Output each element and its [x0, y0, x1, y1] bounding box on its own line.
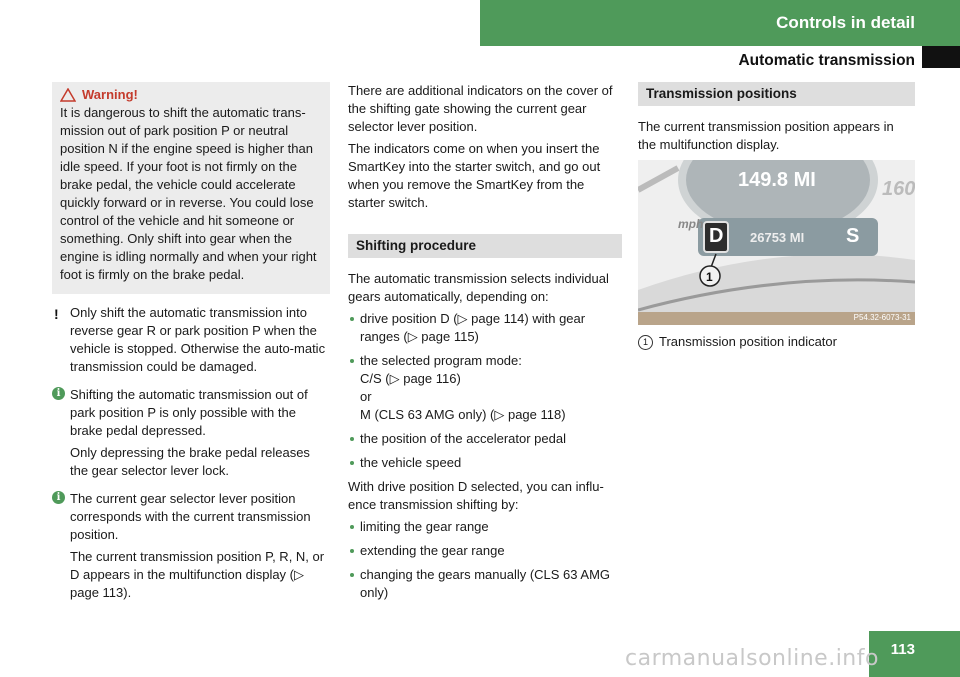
speed-readout: 149.8 MI [738, 169, 816, 191]
figure-code: P54.32-6073-31 [853, 313, 911, 322]
column-left [52, 82, 330, 606]
figure-callout-1: 1 [706, 270, 713, 284]
list-item: limiting the gear range [348, 518, 622, 536]
list-item: the position of the accelerator pedal [348, 430, 622, 448]
info-icon: i [52, 387, 65, 400]
section-header [480, 0, 960, 46]
caution-note [52, 304, 330, 376]
column-middle [348, 82, 622, 608]
watermark: carmanualsonline.info [625, 646, 879, 671]
list-subitem: C/S (▷ page 116) [360, 371, 461, 386]
caution-text: Only shift the automatic transmission into reverse gear R or park position P when the vehicle is stopped. Otherwise the auto-matic transmission could be damaged. [70, 305, 326, 374]
mode-indicator: S [846, 225, 860, 247]
with-drive-text: With drive position D selected, you can influ-ence transmission shifting by: [348, 479, 604, 512]
subsection-title: Automatic transmission [738, 52, 915, 69]
info2-para2: The current transmission position P, R, N, or D appears in the multifunction display (▷ page 113). [70, 549, 325, 600]
list-item: drive position D (▷ page 114) with gear ranges (▷ page 115) [348, 310, 622, 346]
list-item-text: the selected program mode: [360, 353, 522, 368]
info-note-1 [52, 386, 330, 480]
page-number-box [869, 631, 960, 677]
warning-box [52, 82, 330, 294]
warning-triangle-icon [60, 88, 76, 102]
page-number: 113 [890, 641, 915, 658]
column-right [638, 82, 915, 351]
influence-list [348, 518, 622, 602]
info1-para2: Only depressing the brake pedal releases the gear selector lever lock. [70, 445, 310, 478]
section-title: Controls in detail [776, 13, 915, 32]
unit-label: mph [678, 217, 704, 231]
shifting-factors-list [348, 310, 622, 472]
transmission-text: The current transmission position appears in the multifunction display. [638, 119, 894, 152]
header-tab-marker [922, 46, 960, 68]
section-heading-shifting: Shifting procedure [348, 234, 622, 258]
list-item: the vehicle speed [348, 454, 622, 472]
warning-text: It is dangerous to shift the automatic trans-mission out of park position P or neutral position N if the engine speed is higher than idle speed. If your foot is not firmly on the brake pedal, the vehicle could accelerate quickly forward or in reverse. You could lose control of the vehicle and hit someone or something. Only shift into gear when the engine is idling normally and when your right foot is firmly on the brake pedal. [60, 105, 317, 282]
info1-para1: Shifting the automatic transmission out of park position P is only possible with the brake pedal depressed. [70, 387, 308, 438]
shifting-lead: The automatic transmission selects individual gears automatically, depending on: [348, 271, 609, 304]
list-item [348, 352, 622, 424]
figure-caption [638, 333, 915, 351]
section-heading-transmission: Transmission positions [638, 82, 915, 106]
info-icon: i [52, 491, 65, 504]
instrument-cluster-figure [638, 160, 915, 325]
info-note-2 [52, 490, 330, 602]
caption-number: 1 [638, 335, 653, 350]
odometer-readout: 26753 MI [750, 230, 805, 245]
list-item: extending the gear range [348, 542, 622, 560]
warning-title: Warning! [82, 87, 138, 102]
info2-para1: The current gear selector lever position corresponds with the current transmission position. [70, 491, 311, 542]
intro-para1: There are additional indicators on the cover of the shifting gate showing the current gear selector lever position. [348, 83, 613, 134]
gauge-digits: 160 [882, 178, 915, 200]
list-subitem: M (CLS 63 AMG only) (▷ page 118) [360, 407, 566, 422]
gear-indicator: D [709, 225, 724, 247]
caution-exclamation-icon: ! [54, 306, 59, 322]
list-item: changing the gears manually (CLS 63 AMG only) [348, 566, 622, 602]
warning-heading [60, 86, 322, 104]
list-subitem: or [360, 389, 372, 404]
intro-para2: The indicators come on when you insert the SmartKey into the starter switch, and go out when you remove the SmartKey from the starter switch. [348, 141, 601, 210]
caption-text: Transmission position indicator [659, 334, 837, 349]
